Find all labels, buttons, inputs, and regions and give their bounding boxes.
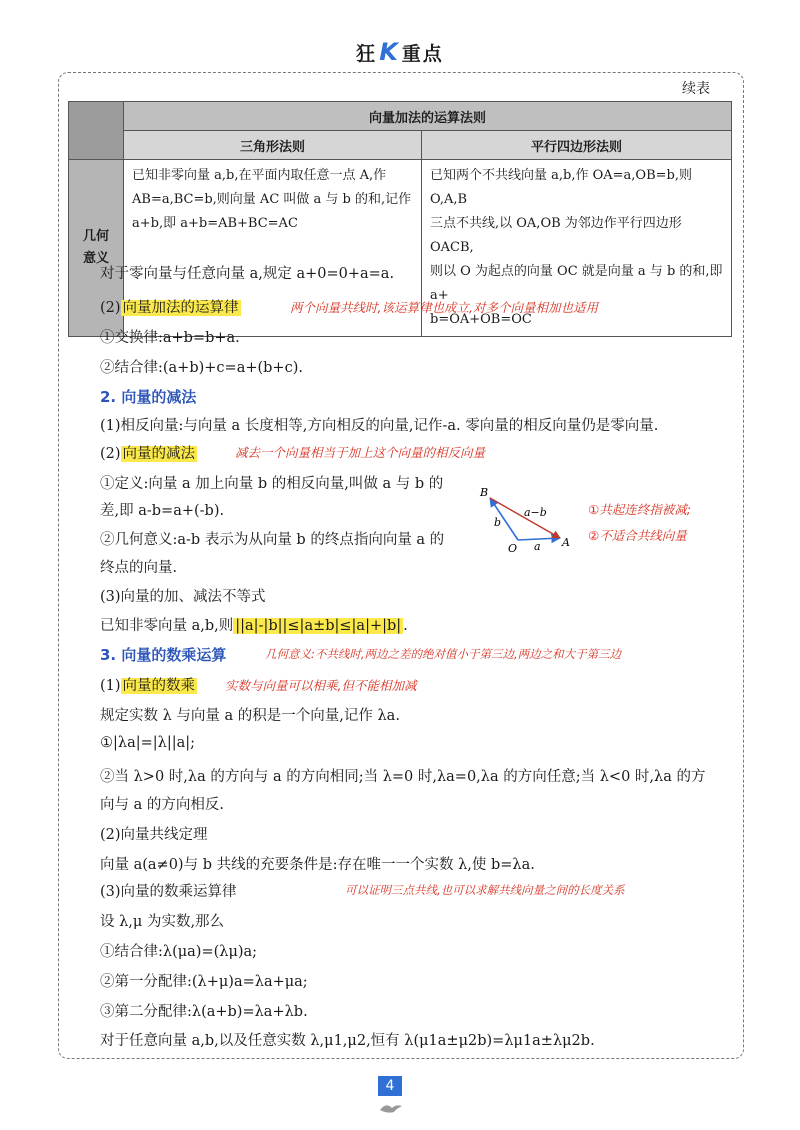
note-diagram-2: ②不适合共线向量 xyxy=(588,528,687,543)
label-O: O xyxy=(508,542,518,555)
subtraction-highlight: 向量的减法 xyxy=(122,446,196,462)
collinear-title: (2)向量共线定理 xyxy=(100,827,208,843)
label-a-minus-b: a−b xyxy=(524,506,547,519)
note-diagram-1: ①共起连终指被减; xyxy=(588,502,691,517)
law-title: (3)向量的数乘运算律 xyxy=(100,884,237,900)
scalar-mult-definition: 规定实数 λ 与向量 a 的积是一个向量,记作 λa. xyxy=(100,708,400,724)
note-geometric-meaning: 几何意义:不共线时,两边之差的绝对值小于第三边,两边之和大于第三边 xyxy=(265,647,622,661)
scalar-mult-highlight: 向量的数乘 xyxy=(122,678,196,694)
geometric-line-2: 终点的向量. xyxy=(100,560,178,576)
scalar-mult-direction-1: ②当 λ>0 时,λa 的方向与 a 的方向相同;当 λ=0 时,λa=0,λa 的方向任意;当 λ<0 时,λa 的方 xyxy=(100,769,706,785)
tri-line-1: 已知非零向量 a,b,在平面内取任意一点 A,作 xyxy=(132,168,387,183)
label-a: a xyxy=(534,540,541,553)
table-corner xyxy=(69,102,124,160)
opposite-vector: (1)相反向量:与向量 a 长度相等,方向相反的向量,记作-a. 零向量的相反向量仍是零向量. xyxy=(100,418,659,434)
label-B: B xyxy=(480,486,489,499)
page-number: 4 xyxy=(378,1076,402,1096)
collinear-theorem: 向量 a(a≠0)与 b 共线的充要条件是:存在唯一一个实数 λ,使 b=λa. xyxy=(100,857,535,873)
col-triangle: 三角形法则 xyxy=(124,131,422,160)
par-line-3: 则以 O 为起点的向量 OC 就是向量 a 与 b 的和,即 a+ xyxy=(430,264,723,303)
scalar-mult-heading xyxy=(100,674,197,695)
definition-line-2: 差,即 a-b=a+(-b). xyxy=(100,503,225,519)
note-scalar-mult: 实数与向量可以相乘,但不能相加减 xyxy=(225,678,417,693)
tri-line-2: AB=a,BC=b,则向量 AC 叫做 a 与 b 的和,记作 xyxy=(132,192,412,207)
header-right: 重点 xyxy=(401,43,444,65)
inequality-title: (3)向量的加、减法不等式 xyxy=(100,589,266,605)
header-left: 狂 xyxy=(356,43,378,65)
addition-law-heading xyxy=(100,296,241,317)
law-general: 对于任意向量 a,b,以及任意实数 λ,μ1,μ2,恒有 λ(μ1a±μ2b)=λμ1a±λμ2b. xyxy=(100,1033,595,1049)
commutative-law: ①交换律:a+b=b+a. xyxy=(100,330,240,346)
par-line-4: b=OA+OB=OC xyxy=(430,312,532,327)
geometric-line-1: ②几何意义:a-b 表示为从向量 b 的终点指向向量 a 的 xyxy=(100,532,445,548)
note-addition-law: 两个向量共线时,该运算律也成立,对多个向量相加也适用 xyxy=(290,300,598,315)
inequality-line xyxy=(100,614,408,635)
inequality-suffix: . xyxy=(403,618,408,634)
definition-line-1: ①定义:向量 a 加上向量 b 的相反向量,叫做 a 与 b 的 xyxy=(100,476,444,492)
row-head-line2: 意义 xyxy=(82,251,109,266)
addition-law-prefix: (2) xyxy=(100,300,121,316)
subtraction-heading xyxy=(100,442,197,463)
note-collinear: 可以证明三点共线,也可以求解共线向量之间的长度关系 xyxy=(345,883,625,897)
scalar-mult-direction-2: 向与 a 的方向相反. xyxy=(100,797,224,813)
associative-law: ②结合律:(a+b)+c=a+(b+c). xyxy=(100,360,303,376)
law-associative: ①结合律:λ(μa)=(λμ)a; xyxy=(100,944,258,960)
row-head-line1: 几何 xyxy=(82,229,109,244)
scalar-mult-prefix: (1) xyxy=(100,678,121,694)
label-b: b xyxy=(494,516,502,529)
page-header xyxy=(0,38,800,66)
addition-law-highlight: 向量加法的运算律 xyxy=(122,300,239,316)
law-intro: 设 λ,μ 为实数,那么 xyxy=(100,914,225,930)
header-k-logo: K xyxy=(379,38,400,66)
subtraction-diagram xyxy=(470,478,580,558)
inequality-prefix: 已知非零向量 a,b,则 xyxy=(100,618,234,634)
par-line-2: 三点不共线,以 OA,OB 为邻边作平行四边形 OACB, xyxy=(430,216,682,255)
law-second-distributive: ③第二分配律:λ(a+b)=λa+λb. xyxy=(100,1004,308,1020)
inequality-highlight: ||a|-|b||≤|a±b|≤|a|+|b| xyxy=(235,618,402,634)
note-subtraction: 减去一个向量相当于加上这个向量的相反向量 xyxy=(235,445,486,460)
section-scalar-multiplication: 3. 向量的数乘运算 xyxy=(100,646,227,664)
zero-rule: 对于零向量与任意向量 a,规定 a+0=0+a=a. xyxy=(100,266,395,282)
subtraction-prefix: (2) xyxy=(100,446,121,462)
par-line-1: 已知两个不共线向量 a,b,作 OA=a,OB=b,则 O,A,B xyxy=(430,168,692,207)
col-parallelogram: 平行四边形法则 xyxy=(422,131,732,160)
table-title: 向量加法的运算法则 xyxy=(124,102,732,131)
tri-line-3: a+b,即 a+b=AB+BC=AC xyxy=(132,216,298,231)
section-subtraction: 2. 向量的减法 xyxy=(100,388,197,406)
scalar-mult-magnitude: ①|λa|=|λ||a|; xyxy=(100,735,196,751)
label-A: A xyxy=(562,536,570,549)
law-first-distributive: ②第一分配律:(λ+μ)a=λa+μa; xyxy=(100,974,308,990)
bird-icon xyxy=(378,1100,404,1116)
continued-label: 续表 xyxy=(682,81,710,97)
